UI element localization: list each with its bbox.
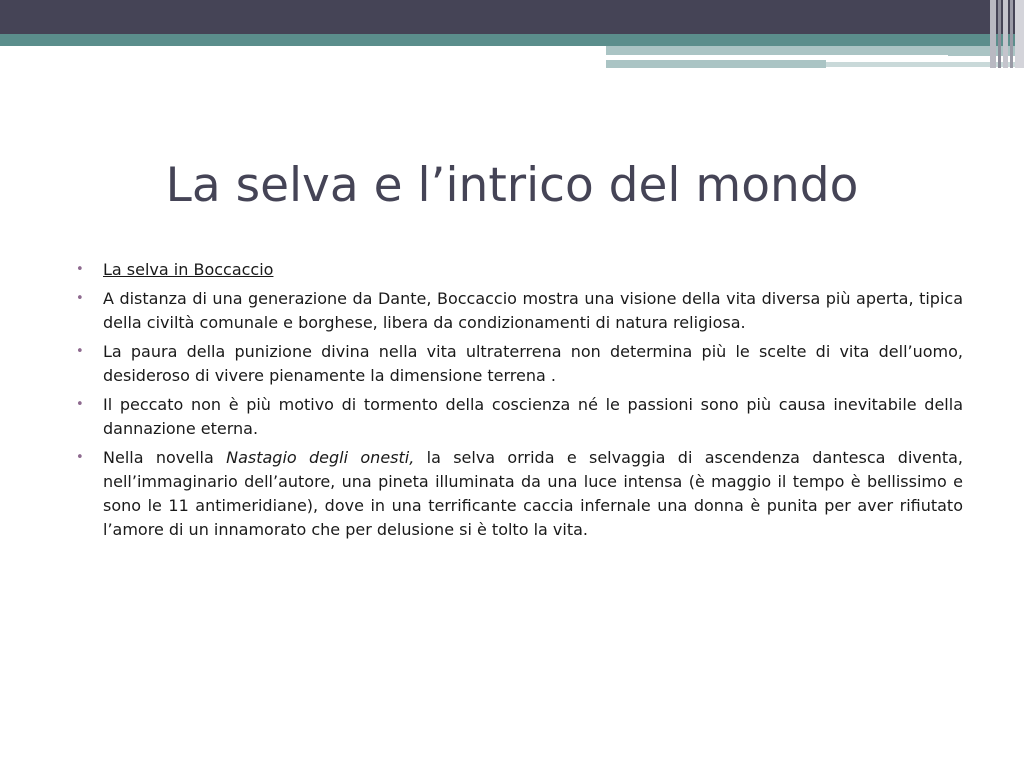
list-item	[76, 446, 963, 542]
header-stripe	[1003, 0, 1008, 68]
bullet-icon: •	[76, 291, 84, 306]
header-stripe	[1010, 0, 1013, 68]
header-band-divider	[606, 55, 948, 58]
list-item-text: Il peccato non è più motivo di tormento della coscienza né le passioni sono più causa inevitabile della dannazione eterna.	[103, 395, 963, 438]
list-item-text: la selva orrida e selvaggia di ascendenza dantesca diventa, nell’immaginario dell’autore, una pineta illuminata da una luce intensa (è maggio il tempo è bellissimo e sono le 11 antimeridiane), dove in una terrificante caccia infernale una donna è punita per aver rifiutato l’amore di un innamorato che per delusione si è tolto la vita.	[103, 448, 964, 539]
slide-body	[76, 258, 963, 547]
list-item-text: Nella novella	[103, 448, 227, 467]
bullet-icon: •	[76, 262, 84, 277]
header-band-light-short	[606, 60, 826, 68]
list-item	[76, 258, 963, 282]
novella-title: Nastagio degli onesti,	[226, 448, 415, 467]
list-item	[76, 287, 963, 335]
header-stripe	[998, 0, 1001, 68]
header-stripes	[990, 0, 1024, 68]
list-item-text: La selva in Boccaccio	[103, 260, 274, 279]
header-stripe	[990, 0, 996, 68]
list-item	[76, 393, 963, 441]
bullet-list	[76, 258, 963, 542]
bullet-icon: •	[76, 397, 84, 412]
slide-title: La selva e l’intrico del mondo	[165, 158, 859, 213]
header-stripe	[1015, 0, 1024, 68]
list-item	[76, 340, 963, 388]
bullet-icon: •	[76, 450, 84, 465]
bullet-icon: •	[76, 344, 84, 359]
header-band-dark	[0, 0, 1024, 34]
header-band-teal	[0, 34, 1024, 46]
list-item-text: La paura della punizione divina nella vita ultraterrena non determina più le scelte di vita dell’uomo, desideroso di vivere pienamente la dimensione terrena .	[103, 342, 963, 385]
list-item-text: A distanza di una generazione da Dante, Boccaccio mostra una visione della vita diversa più aperta, tipica della civiltà comunale e borghese, libera da condizionamenti di natura religiosa.	[103, 289, 963, 332]
